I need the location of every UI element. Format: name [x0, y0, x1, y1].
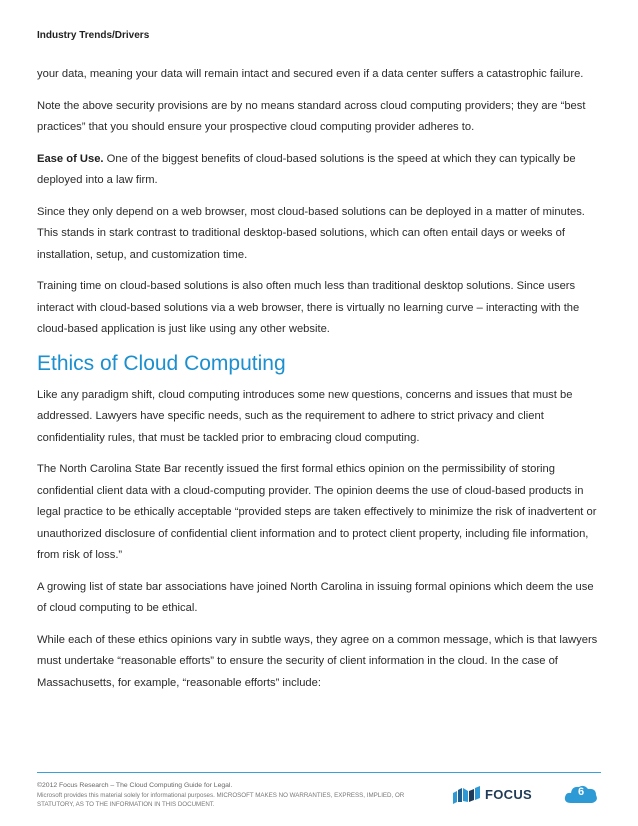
paragraph-north-carolina: The North Carolina State Bar recently issued the first formal ethics opinion on the permissibility of storing confidential client data with a cloud-computing provider. The opinion deems the use of cloud-based products in legal practice to be ethically acceptable “provided steps are taken effectively to minimize the risk of inadvertent or unauthorized disclosure of confidential client information and to protect client property, including file information, from risk of loss.”: [37, 463, 597, 561]
footer-divider: [37, 772, 601, 773]
footer-text: [37, 781, 437, 810]
body-text: [37, 64, 603, 704]
paragraph-ease-of-use: [37, 149, 603, 192]
focus-logo-icon: [452, 785, 482, 805]
paragraph-deployment: Since they only depend on a web browser, most cloud-based solutions can be deployed in a matter of minutes. This stands in stark contrast to traditional desktop-based solutions, which can often entail days or weeks of installation, setup, and customization time.: [37, 205, 585, 261]
page-number: 6: [577, 786, 585, 798]
ease-of-use-lead: Ease of Use.: [37, 152, 104, 165]
paragraph-best-practices: Note the above security provisions are by no means standard across cloud computing providers; they are “best practices” that you should ensure your prospective cloud computing provider adheres to.: [37, 99, 586, 133]
footer-copyright: ©2012 Focus Research – The Cloud Computing Guide for Legal.: [37, 782, 233, 789]
running-header: Industry Trends/Drivers: [37, 30, 150, 41]
section-heading-ethics: Ethics of Cloud Computing: [37, 351, 286, 375]
paragraph-state-bars: A growing list of state bar associations have joined North Carolina in issuing formal opinions which deem the use of cloud computing to be ethical.: [37, 580, 594, 614]
ease-of-use-text: One of the biggest benefits of cloud-based solutions is the speed at which they can typically be deployed into a law firm.: [37, 152, 576, 186]
paragraph-training: Training time on cloud-based solutions is also often much less than traditional desktop solutions. Since users interact with cloud-based solutions via a web browser, there is virtually no learning curve – interacting with the cloud-based application is just like using any other website.: [37, 280, 580, 335]
focus-logo-wordmark: FOCUS: [485, 787, 532, 802]
paragraph-reasonable-efforts: While each of these ethics opinions vary in subtle ways, they agree on a common message, which is that lawyers must undertake “reasonable efforts” to ensure the security of client information in the cloud. In the case of Massachusetts, for example, “reasonable efforts” include:: [37, 633, 598, 689]
footer-disclaimer: Microsoft provides this material solely for informational purposes. MICROSOFT MAKES NO WARRANTIES, EXPRESS, IMPLIED, OR STATUTORY, AS TO THE INFORMATION IN THIS DOCUMENT.: [37, 791, 405, 808]
paragraph-security-continued: your data, meaning your data will remain intact and secured even if a data center suffers a catastrophic failure.: [37, 68, 584, 80]
paragraph-paradigm-shift: Like any paradigm shift, cloud computing introduces some new questions, concerns and issues that must be addressed. Lawyers have specific needs, such as the requirement to adhere to strict privacy and client confidentiality rules, that must be tackled prior to embracing cloud computing.: [37, 388, 573, 444]
focus-logo: [452, 785, 542, 805]
page-number-badge: [563, 783, 599, 805]
